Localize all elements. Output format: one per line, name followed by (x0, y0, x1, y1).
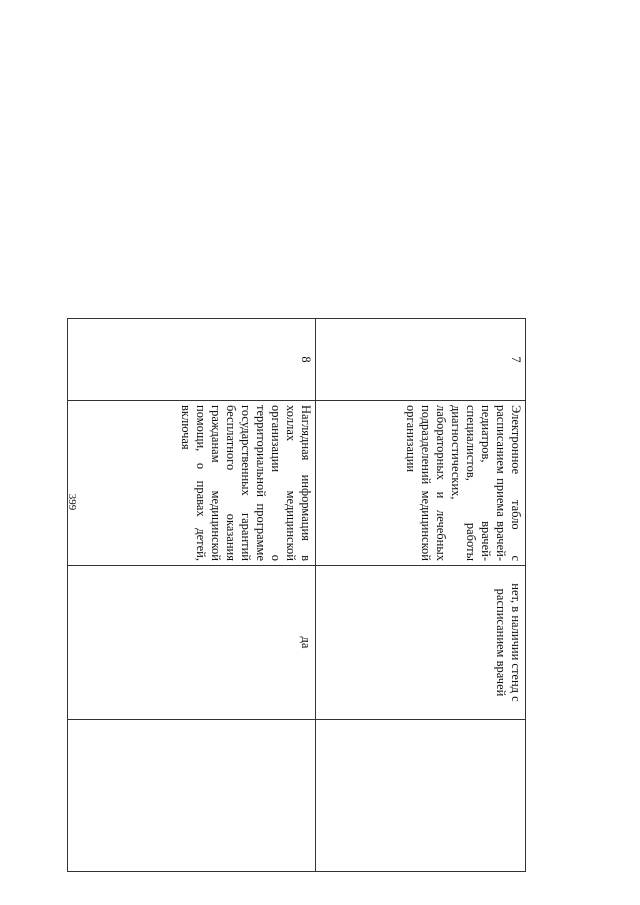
row-criterion: Электронное табло с расписанием приема врачей-педиатров, врачей-специалистов, работы диагностических, лабораторных и лечебных подразделений медицинской организации (316, 401, 526, 566)
table-row (68, 319, 316, 872)
rotated-table-wrapper (68, 318, 526, 871)
table-row (316, 319, 526, 872)
row-number: 8 (68, 319, 316, 401)
row-number: 7 (316, 319, 526, 401)
row-criterion: Наглядная информация в холлах медицинской организации о территориальной программе государственных гарантий бесплатного оказания гражданам медицинской помощи, о правах детей, включая (68, 401, 316, 566)
document-table (67, 318, 526, 872)
page-number: 399 (66, 493, 78, 511)
row-note (316, 720, 526, 872)
row-note (68, 720, 316, 872)
row-value: да (68, 566, 316, 720)
row-value: нет, в наличии стенд с расписанием врачей (316, 566, 526, 720)
